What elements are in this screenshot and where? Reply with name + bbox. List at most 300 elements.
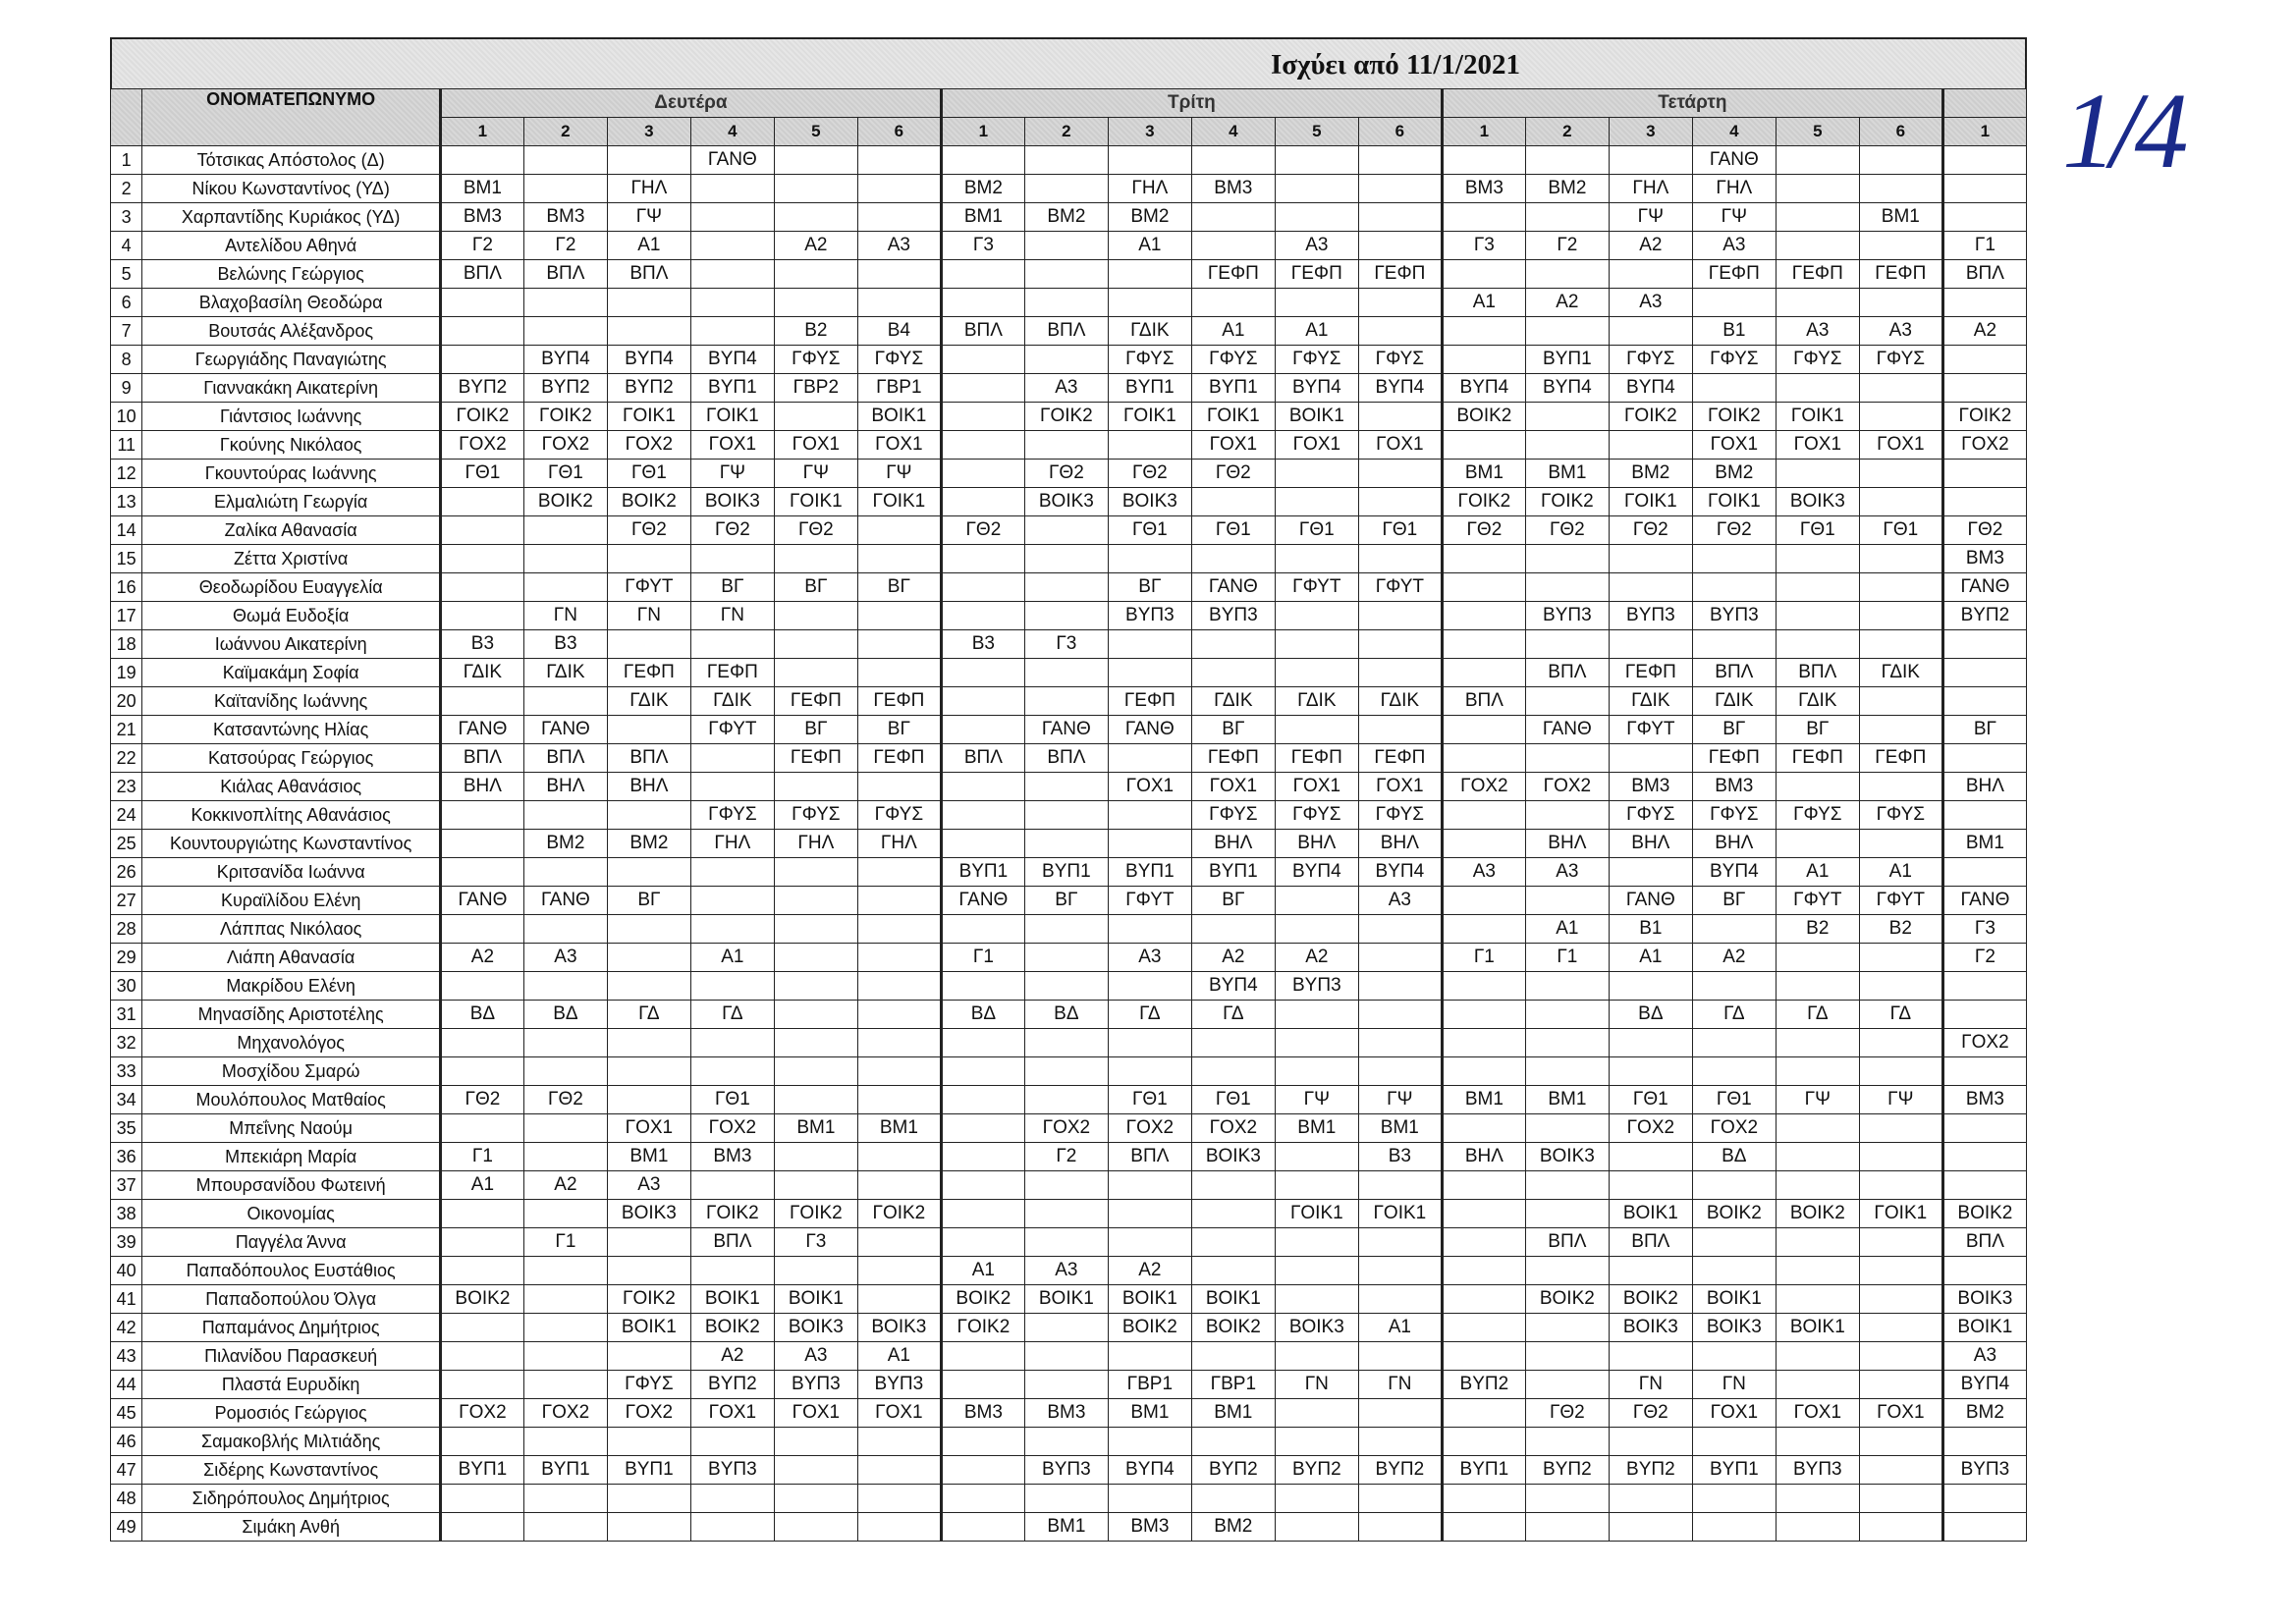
class-cell: ΒΠΛ [607,260,690,289]
class-cell: ΒΟΙΚ3 [1525,1143,1609,1171]
class-cell [1275,175,1358,203]
class-cell: ΓΕΦΠ [774,744,857,773]
class-cell: ΓΕΦΠ [1108,687,1191,716]
class-cell [941,573,1024,602]
class-cell: Γ1 [523,1228,607,1257]
class-cell [1859,374,1942,403]
teacher-name: Μουλόπουλος Ματθαίος [142,1086,441,1114]
class-cell [523,146,607,175]
table-row [111,1371,2027,1399]
class-cell [1191,289,1275,317]
class-cell: ΓΔΙΚ [1776,687,1859,716]
period-header: 1 [1442,118,1525,146]
row-number: 3 [111,203,142,232]
table-row [111,1257,2027,1285]
class-cell [941,830,1024,858]
teacher-name: Μπεκιάρη Μαρία [142,1143,441,1171]
class-cell: ΒΟΙΚ2 [1942,1200,2026,1228]
row-number: 37 [111,1171,142,1200]
class-cell [1108,915,1191,944]
class-cell [1191,630,1275,659]
class-cell [690,317,774,346]
class-cell: ΒΔ [941,1001,1024,1029]
class-cell: Α3 [1108,944,1191,972]
teacher-name: Κοκκινοπλίτης Αθανάσιος [142,801,441,830]
class-cell [1024,260,1108,289]
class-cell: ΒΜ2 [1525,175,1609,203]
period-header: 6 [857,118,941,146]
class-cell [607,972,690,1001]
class-cell [440,1200,523,1228]
row-number: 1 [111,146,142,175]
class-cell [1024,175,1108,203]
class-cell [1442,887,1525,915]
class-cell: ΒΜ3 [440,203,523,232]
class-cell: ΒΥΠ2 [1525,1456,1609,1485]
class-cell: ΒΥΠ2 [1442,1371,1525,1399]
class-cell [1024,602,1108,630]
class-cell: ΓΟΧ1 [857,431,941,460]
class-cell [857,1513,941,1542]
class-cell: ΓΔ [690,1001,774,1029]
table-row [111,602,2027,630]
table-row [111,1001,2027,1029]
class-cell [1442,1029,1525,1057]
class-cell [1942,374,2026,403]
class-cell: Α3 [1859,317,1942,346]
class-cell [1859,1428,1942,1456]
row-number: 43 [111,1342,142,1371]
table-row [111,1428,2027,1456]
class-cell [941,1171,1024,1200]
period-header: 3 [1108,118,1191,146]
class-cell [607,1428,690,1456]
class-cell: ΓΘ2 [774,516,857,545]
day-header-next [1942,89,2026,118]
class-cell [1776,1228,1859,1257]
class-cell: ΓΒΡ1 [1108,1371,1191,1399]
row-number: 6 [111,289,142,317]
class-cell: ΓΟΧ2 [690,1114,774,1143]
class-cell [1609,1029,1692,1057]
class-cell [1609,1171,1692,1200]
class-cell [1358,1171,1442,1200]
class-cell [1275,1029,1358,1057]
class-cell [774,972,857,1001]
class-cell [440,801,523,830]
class-cell: Γ2 [1024,1143,1108,1171]
class-cell [523,289,607,317]
class-cell: Β4 [857,317,941,346]
class-cell: ΒΗΛ [607,773,690,801]
class-cell [1525,630,1609,659]
teacher-name: Γιαννακάκη Αικατερίνη [142,374,441,403]
class-cell: ΒΥΠ2 [1942,602,2026,630]
class-cell [1442,1342,1525,1371]
class-cell [690,773,774,801]
table-row [111,1285,2027,1314]
class-cell: ΓΨ [857,460,941,488]
class-cell [440,573,523,602]
class-cell [523,1029,607,1057]
class-cell: ΓΟΙΚ2 [1525,488,1609,516]
teacher-name: Μηχανολόγος [142,1029,441,1057]
class-cell: Γ3 [941,232,1024,260]
class-cell: ΒΓ [1108,573,1191,602]
class-cell [774,1029,857,1057]
class-cell: ΒΟΙΚ3 [857,1314,941,1342]
class-cell: ΓΕΦΠ [1776,260,1859,289]
class-cell: ΓΟΙΚ2 [857,1200,941,1228]
class-cell: ΒΜ3 [1191,175,1275,203]
class-cell: Γ2 [440,232,523,260]
class-cell: ΒΥΠ3 [1024,1456,1108,1485]
class-cell [941,659,1024,687]
teacher-name: Λάππας Νικόλαος [142,915,441,944]
class-cell [1191,1485,1275,1513]
class-cell [1024,830,1108,858]
class-cell [774,1171,857,1200]
class-cell [1024,1086,1108,1114]
class-cell [523,972,607,1001]
class-cell [1108,801,1191,830]
class-cell [857,858,941,887]
day-header-row [111,89,2027,118]
class-cell [1358,630,1442,659]
class-cell: ΒΜ2 [1024,203,1108,232]
class-cell: ΒΓ [1942,716,2026,744]
teacher-name: Γιάντσιος Ιωάννης [142,403,441,431]
class-cell: ΓΦΥΣ [774,801,857,830]
class-cell: ΒΟΙΚ1 [1692,1285,1776,1314]
class-cell [1776,146,1859,175]
class-cell [857,545,941,573]
row-number: 30 [111,972,142,1001]
class-cell: ΓΟΙΚ2 [1442,488,1525,516]
class-cell: ΓΦΥΣ [1859,346,1942,374]
class-cell: ΓΘ1 [1108,1086,1191,1114]
class-cell: Α1 [1275,317,1358,346]
class-cell: ΒΜ3 [1692,773,1776,801]
class-cell: ΒΟΙΚ3 [690,488,774,516]
class-cell: ΓΟΙΚ1 [1609,488,1692,516]
class-cell: ΒΠΛ [941,744,1024,773]
class-cell: ΒΜ1 [1024,1513,1108,1542]
class-cell: ΓΘ1 [1692,1086,1776,1114]
class-cell: Β2 [1859,915,1942,944]
class-cell [941,773,1024,801]
row-number: 17 [111,602,142,630]
class-cell [1358,915,1442,944]
class-cell: ΒΠΛ [1609,1228,1692,1257]
class-cell: ΓΦΥΣ [1776,346,1859,374]
class-cell [1108,744,1191,773]
class-cell [607,146,690,175]
period-header: 1 [941,118,1024,146]
class-cell: Α3 [1525,858,1609,887]
period-header: 5 [1275,118,1358,146]
class-cell: ΒΓ [857,716,941,744]
teacher-name: Κιάλας Αθανάσιος [142,773,441,801]
teacher-name: Αντελίδου Αθηνά [142,232,441,260]
class-cell [1776,460,1859,488]
class-cell: ΓΗΛ [857,830,941,858]
class-cell [440,830,523,858]
class-cell [941,687,1024,716]
class-cell: Γ1 [1525,944,1609,972]
teacher-name: Κυραϊλίδου Ελένη [142,887,441,915]
class-cell [1191,1057,1275,1086]
class-cell: ΒΥΠ1 [607,1456,690,1485]
class-cell [1024,1371,1108,1399]
class-cell: ΒΥΠ3 [1942,1456,2026,1485]
teacher-name: Γεωργιάδης Παναγιώτης [142,346,441,374]
class-cell [1024,545,1108,573]
class-cell: ΓΑΝΘ [1692,146,1776,175]
class-cell: ΓΘ1 [1108,516,1191,545]
class-cell [774,773,857,801]
class-cell: ΒΔ [1609,1001,1692,1029]
class-cell: Γ3 [1942,915,2026,944]
class-cell: ΒΟΙΚ2 [440,1285,523,1314]
class-cell [1191,1200,1275,1228]
teacher-name: Καϊτανίδης Ιωάννης [142,687,441,716]
class-cell [523,915,607,944]
class-cell [523,1342,607,1371]
class-cell [1275,1001,1358,1029]
teacher-name: Κουντουργιώτης Κωνσταντίνος [142,830,441,858]
class-cell [690,175,774,203]
class-cell [1024,944,1108,972]
class-cell: ΓΘ1 [1358,516,1442,545]
class-cell: ΒΟΙΚ3 [1108,488,1191,516]
class-cell [440,1428,523,1456]
class-cell: ΓΦΥΣ [1191,346,1275,374]
class-cell [1859,1371,1942,1399]
class-cell: ΒΗΛ [1692,830,1776,858]
class-cell [607,1342,690,1371]
class-cell [941,403,1024,431]
class-cell: ΓΦΥΣ [1776,801,1859,830]
class-cell: ΒΥΠ2 [1609,1456,1692,1485]
class-cell [774,1513,857,1542]
class-cell: ΒΥΠ4 [1275,858,1358,887]
class-cell: ΓΘ1 [607,460,690,488]
row-number: 2 [111,175,142,203]
row-number: 23 [111,773,142,801]
class-cell [1776,232,1859,260]
class-cell [1859,545,1942,573]
class-cell [523,1257,607,1285]
teacher-name: Γκούνης Νικόλαος [142,431,441,460]
class-cell: ΓΘ2 [1942,516,2026,545]
class-cell [1525,1428,1609,1456]
class-cell [857,630,941,659]
class-cell: ΓΟΙΚ2 [690,1200,774,1228]
class-cell: Α1 [1859,858,1942,887]
class-cell [1108,1485,1191,1513]
class-cell: ΓΟΧ1 [774,431,857,460]
class-cell: ΒΜ2 [1942,1399,2026,1428]
class-cell: ΓΟΙΚ2 [1024,403,1108,431]
class-cell: ΒΜ1 [1358,1114,1442,1143]
class-cell [1024,573,1108,602]
class-cell: ΒΓ [1191,887,1275,915]
class-cell [1442,602,1525,630]
class-cell [690,260,774,289]
class-cell [1942,1428,2026,1456]
class-cell: ΒΜ3 [1442,175,1525,203]
class-cell [1024,1428,1108,1456]
table-row [111,1314,2027,1342]
class-cell [1942,659,2026,687]
class-cell: ΓΟΙΚ1 [774,488,857,516]
class-cell [440,545,523,573]
class-cell [857,887,941,915]
class-cell [1859,232,1942,260]
class-cell: ΒΠΛ [690,1228,774,1257]
class-cell: ΓΦΥΣ [1692,801,1776,830]
class-cell: ΒΥΠ3 [1275,972,1358,1001]
class-cell [1024,1171,1108,1200]
class-cell [941,346,1024,374]
teacher-name: Ιωάννου Αικατερίνη [142,630,441,659]
class-cell: ΒΓ [1776,716,1859,744]
class-cell: Α1 [440,1171,523,1200]
class-cell [440,972,523,1001]
class-cell [1108,630,1191,659]
class-cell [1942,203,2026,232]
class-cell [941,146,1024,175]
teacher-name: Παπαμάνος Δημήτριος [142,1314,441,1342]
class-cell: Α2 [440,944,523,972]
teacher-name: Γκουντούρας Ιωάννης [142,460,441,488]
class-cell: ΓΕΦΠ [1358,260,1442,289]
class-cell [1525,1371,1609,1399]
class-cell: Β3 [941,630,1024,659]
class-cell: ΓΟΧ1 [1859,431,1942,460]
class-cell: ΓΦΥΤ [1776,887,1859,915]
class-cell: ΒΥΠ3 [857,1371,941,1399]
title-banner [110,37,2027,88]
class-cell [1942,1057,2026,1086]
class-cell: Α3 [774,1342,857,1371]
teacher-name: Παγγέλα Άννα [142,1228,441,1257]
teacher-name: Σιμάκη Ανθή [142,1513,441,1542]
class-cell [774,1086,857,1114]
class-cell [1442,1001,1525,1029]
row-number: 45 [111,1399,142,1428]
class-cell [440,516,523,545]
table-row [111,488,2027,516]
class-cell: ΒΓ [1191,716,1275,744]
table-row [111,1114,2027,1143]
class-cell [523,1485,607,1513]
class-cell [941,1057,1024,1086]
class-cell [1358,1285,1442,1314]
class-cell: ΓΟΧ1 [607,1114,690,1143]
class-cell [857,1001,941,1029]
class-cell: ΓΟΧ1 [1776,1399,1859,1428]
class-cell: Γ2 [523,232,607,260]
class-cell: ΓΔΙΚ [1275,687,1358,716]
row-number: 38 [111,1200,142,1228]
class-cell [941,602,1024,630]
class-cell: ΒΜ1 [440,175,523,203]
class-cell: ΒΜ1 [1108,1399,1191,1428]
teacher-name: Βελώνης Γεώργιος [142,260,441,289]
class-cell [523,516,607,545]
class-cell [1776,602,1859,630]
class-cell: Γ1 [941,944,1024,972]
class-cell [1609,858,1692,887]
class-cell: ΒΥΠ2 [1191,1456,1275,1485]
class-cell: ΓΦΥΣ [690,801,774,830]
class-cell [857,602,941,630]
class-cell: Α3 [607,1171,690,1200]
row-number: 40 [111,1257,142,1285]
class-cell [1692,915,1776,944]
class-cell [523,317,607,346]
class-cell: ΒΟΙΚ2 [1609,1285,1692,1314]
class-cell: ΒΥΠ1 [1442,1456,1525,1485]
class-cell [1442,1399,1525,1428]
class-cell: ΓΟΧ1 [1191,773,1275,801]
class-cell: ΒΟΙΚ1 [1191,1285,1275,1314]
class-cell [1859,573,1942,602]
class-cell [1442,203,1525,232]
class-cell [1525,1171,1609,1200]
class-cell [1609,744,1692,773]
class-cell: ΒΜ1 [1525,1086,1609,1114]
class-cell [857,146,941,175]
class-cell: ΒΥΠ1 [440,1456,523,1485]
class-cell: Α1 [1108,232,1191,260]
class-cell: ΒΥΠ4 [523,346,607,374]
class-cell [1024,232,1108,260]
class-cell [1525,203,1609,232]
class-cell [1024,659,1108,687]
class-cell: Α3 [1275,232,1358,260]
class-cell [1275,1342,1358,1371]
class-cell [1776,1143,1859,1171]
class-cell: ΒΓ [607,887,690,915]
class-cell [1776,1371,1859,1399]
class-cell [774,1143,857,1171]
class-cell: Α3 [1609,289,1692,317]
class-cell [1692,1342,1776,1371]
class-cell [1609,1513,1692,1542]
table-row [111,374,2027,403]
class-cell [857,1228,941,1257]
class-cell: ΓΒΡ2 [774,374,857,403]
class-cell [1024,972,1108,1001]
class-cell [774,858,857,887]
class-cell: ΓΔ [1108,1001,1191,1029]
class-cell: ΓΝ [1275,1371,1358,1399]
class-cell: ΒΟΙΚ2 [1692,1200,1776,1228]
class-cell: ΒΠΛ [1776,659,1859,687]
class-cell [1859,1143,1942,1171]
row-number: 47 [111,1456,142,1485]
class-cell: ΓΘ1 [1776,516,1859,545]
table-row [111,1200,2027,1228]
class-cell: ΒΥΠ3 [774,1371,857,1399]
class-cell: ΒΥΠ4 [1108,1456,1191,1485]
table-row [111,1399,2027,1428]
class-cell [1859,1029,1942,1057]
table-row [111,1171,2027,1200]
